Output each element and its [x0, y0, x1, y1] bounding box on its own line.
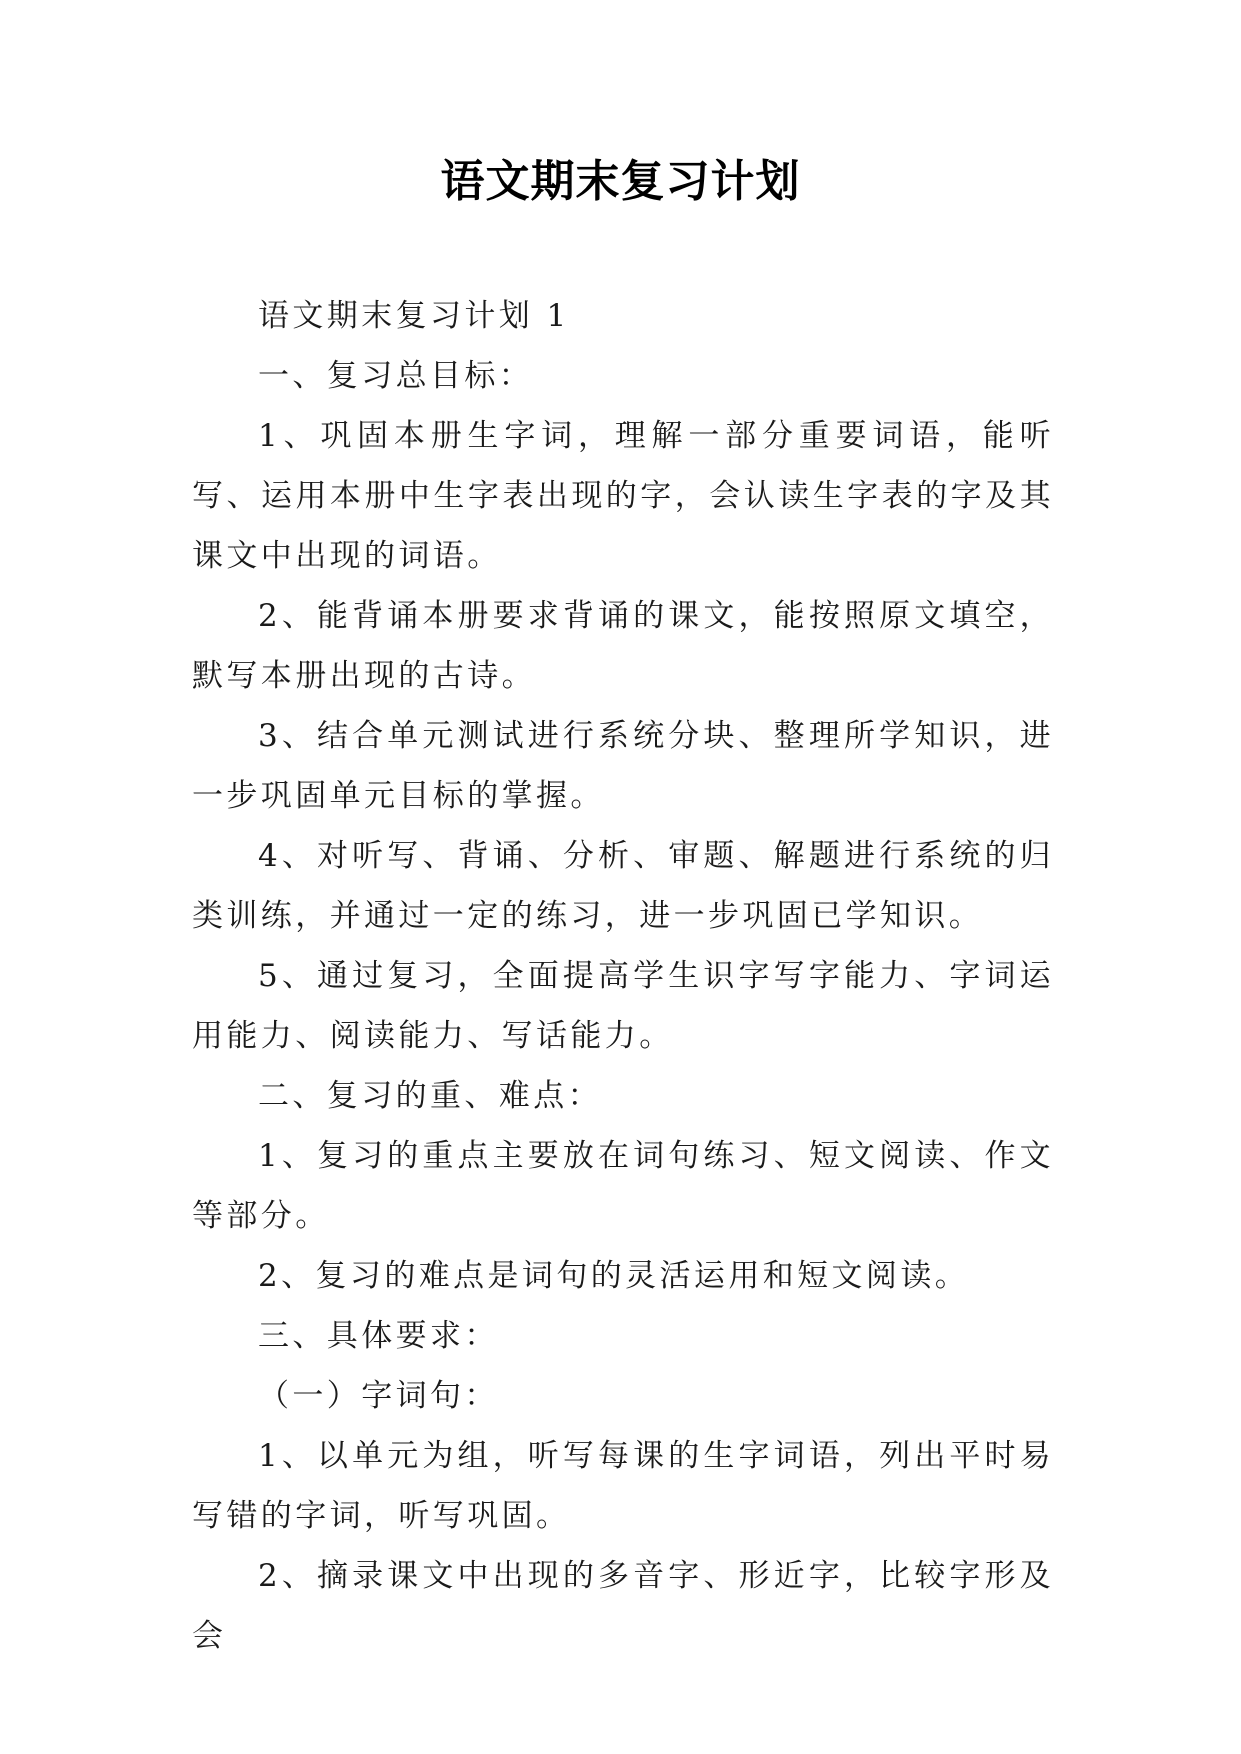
paragraph-requirement-1: 1、以单元为组，听写每课的生字词语，列出平时易写错的字词，听写巩固。 — [192, 1438, 1054, 1534]
paragraph-goal-1: 1、巩固本册生字词，理解一部分重要词语，能听写、运用本册中生字表出现的字，会认读生字表的字及其课文中出现的词语。 — [192, 418, 1054, 574]
paragraph-key-point-2: 2、复习的难点是词句的灵活运用和短文阅读。 — [258, 1258, 970, 1294]
paragraph-requirement-2: 2、摘录课文中出现的多音字、形近字，比较字形及会 — [192, 1558, 1054, 1654]
paragraph-section-1-heading: 一、复习总目标： — [258, 358, 534, 394]
paragraph-goal-5: 5、通过复习，全面提高学生识字写字能力、字词运用能力、阅读能力、写话能力。 — [192, 958, 1054, 1054]
paragraph-goal-3: 3、结合单元测试进行系统分块、整理所学知识，进一步巩固单元目标的掌握。 — [192, 718, 1054, 814]
paragraph-goal-4: 4、对听写、背诵、分析、审题、解题进行系统的归类训练，并通过一定的练习，进一步巩固已学知识。 — [192, 838, 1054, 934]
paragraph-subsection-heading: （一）字词句： — [258, 1378, 499, 1414]
document-body — [192, 286, 1054, 1666]
paragraph-heading-plan-1: 语文期末复习计划 1 — [258, 298, 570, 334]
paragraph-key-point-1: 1、复习的重点主要放在词句练习、短文阅读、作文等部分。 — [192, 1138, 1054, 1234]
document-title: 语文期末复习计划 — [440, 156, 801, 207]
paragraph-goal-2: 2、能背诵本册要求背诵的课文，能按照原文填空，默写本册出现的古诗。 — [192, 598, 1054, 694]
paragraph-section-3-heading: 三、具体要求： — [258, 1318, 499, 1354]
paragraph-section-2-heading: 二、复习的重、难点： — [258, 1078, 602, 1114]
